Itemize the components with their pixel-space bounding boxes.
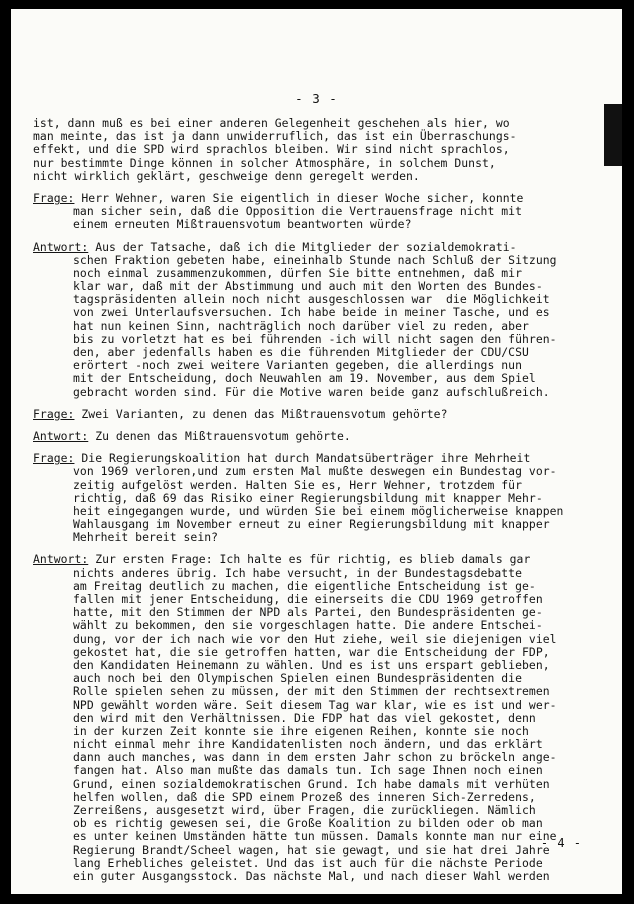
text-line: auch noch bei den Olympischen Spielen einen Bundespräsidenten die xyxy=(73,671,523,686)
text-line: dung, vor der ich nach wie vor den Hut ziehe, weil sie diejenigen viel xyxy=(73,631,557,646)
text-line: effekt, und die SPD wird sprachlos bleiben. Wir sind nicht sprachlos, xyxy=(33,142,510,157)
transcript-block xyxy=(33,192,589,232)
text-line: ob es richtig gewesen sei, die Große Koalition zu bilden oder ob man xyxy=(73,816,543,831)
text-line: heit eingegangen wurde, und würden Sie bei einem möglicherweise knappen xyxy=(73,503,564,518)
speaker-label: Frage: xyxy=(33,190,75,205)
text-line: Frage: Herr Wehner, waren Sie eigentlich in dieser Woche sicher, konnte xyxy=(33,190,524,205)
text-line: NPD gewählt worden wäre. Seit diesem Tag war klar, wie es ist und wer- xyxy=(73,697,557,712)
text-line: den, aber jedenfalls haben es die führenden Mitglieder der CDU/CSU xyxy=(73,345,529,359)
text-line: helfen wollen, daß die SPD einem Prozeß des inneren Sich-Zerredens, xyxy=(73,789,536,804)
text-line: tagspräsidenten allein noch nicht ausgeschlossen war die Möglichkeit xyxy=(73,292,550,307)
transcript-block xyxy=(33,430,589,443)
text-line: erörtert -noch zwei weitere Varianten gegeben, die allerdings nun xyxy=(73,358,523,373)
text-line: zeitig aufgelöst werden. Halten Sie es, Herr Wehner, trotzdem für xyxy=(73,477,523,492)
text-line: nicht einmal mehr ihre Kandidatenlisten noch ändern, und das erklärt xyxy=(73,737,543,752)
text-line: mit der Entscheidung, doch Neuwahlen am 19. November, aus dem Spiel xyxy=(73,371,536,386)
text-line: ist, dann muß es bei einer anderen Gelegenheit geschehen als hier, wo xyxy=(33,116,510,130)
text-line: richtig, daß 69 das Risiko einer Regierungsbildung mit knapper Mehr- xyxy=(73,490,543,505)
speaker-label: Antwort: xyxy=(33,428,89,443)
text-line: klar war, daß mit der Abstimmung und auch mit den Worten des Bundes- xyxy=(73,279,543,294)
text-line: den wird mit den Verhältnissen. Die FDP hat das viel gekostet, denn xyxy=(73,710,536,725)
speaker-label: Antwort: xyxy=(33,552,89,567)
scan-edge-mark xyxy=(604,104,622,166)
text-line: Antwort: Aus der Tatsache, daß ich die Mitglieder der sozialdemokrati- xyxy=(33,239,517,254)
text-line: dann auch manches, was dann in dem ersten Jahr schon zu bröckeln ange- xyxy=(73,750,557,765)
text-line: von zwei Unterlaufsversuchen. Ich habe beide in meiner Tasche, und es xyxy=(73,305,550,320)
text-line: Frage: Die Regierungskoalition hat durch Mandatsüberträger ihre Mehrheit xyxy=(33,451,531,466)
text-line: den Kandidaten Heinemann zu wählen. Und es ist uns erspart geblieben, xyxy=(73,657,550,672)
text-line: ein guter Ausgangsstock. Das nächste Mal, und nach dieser Wahl werden xyxy=(73,868,550,883)
text-line: in der kurzen Zeit konnte sie ihre eigenen Reihen, konnte sie noch xyxy=(73,723,529,738)
text-line: fangen hat. Also man mußte das damals tun. Ich sage Ihnen noch einen xyxy=(73,763,543,778)
text-line: Mehrheit bereit sein? xyxy=(73,530,219,545)
transcript-block xyxy=(33,117,589,183)
document-page xyxy=(11,9,622,894)
text-line: am Freitag deutlich zu machen, die eigentliche Entscheidung ist ge- xyxy=(73,578,536,593)
text-line: schen Fraktion gebeten habe, eineinhalb Stunde nach Schluß der Sitzung xyxy=(73,252,557,267)
text-line: Wahlausgang im November erneut zu einer Regierungsbildung mit knapper xyxy=(73,517,550,532)
next-page-catchword: - 4 - xyxy=(540,836,582,850)
text-line: wählt zu bekommen, den sie vorgeschlagen hatte. Die andere Entschei- xyxy=(73,618,543,633)
text-line: bis zu vorletzt hat es bei führenden -ich will nicht sagen den führen- xyxy=(73,331,557,346)
text-line: nichts anderes übrig. Ich habe versucht, in der Bundestagsdebatte xyxy=(73,565,523,580)
speaker-label: Antwort: xyxy=(33,239,89,254)
text-line: man sicher sein, daß die Opposition die Vertrauensfrage nicht mit xyxy=(73,204,523,219)
interview-transcript xyxy=(33,117,589,892)
text-line: man meinte, das ist ja dann unwiderruflich, das ist ein Überraschungs- xyxy=(33,129,517,144)
text-line: lang Erhebliches geleistet. Und das ist auch für die nächste Periode xyxy=(73,855,543,870)
text-line: nur bestimmte Dinge können in solcher Atmosphäre, in solchem Dunst, xyxy=(33,155,496,170)
text-line: von 1969 verloren,und zum ersten Mal mußte deswegen ein Bundestag vor- xyxy=(73,464,557,479)
text-line: Antwort: Zur ersten Frage: Ich halte es für richtig, es blieb damals gar xyxy=(33,552,531,567)
transcript-block xyxy=(33,241,589,399)
speaker-label: Frage: xyxy=(33,406,75,421)
text-line: es unter keinen Umständen hätte tun müssen. Damals konnte man nur eine xyxy=(73,829,557,844)
text-line: noch einmal zusammenzukommen, dürfen Sie bitte entnehmen, daß mir xyxy=(73,265,523,280)
transcript-block xyxy=(33,408,589,421)
text-line: hat nun keinen Sinn, nachträglich noch darüber viel zu reden, aber xyxy=(73,318,529,333)
transcript-block xyxy=(33,452,589,544)
text-line: Antwort: Zu denen das Mißtrauensvotum gehörte. xyxy=(33,428,351,443)
text-line: Regierung Brandt/Scheel wagen, hat sie gewagt, und sie hat drei Jahre xyxy=(73,842,550,857)
text-line: fallen mit jener Entscheidung, die einerseits die CDU 1969 getroffen xyxy=(73,592,543,606)
text-line: Rolle spielen sehen zu müssen, der mit den Stimmen der rechtsextremen xyxy=(73,684,550,699)
page-number: - 3 - xyxy=(295,91,338,106)
text-line: Zerreißens, ausgesetzt wird, über Fragen, die zurückliegen. Nämlich xyxy=(73,803,536,817)
transcript-block xyxy=(33,553,589,883)
text-line: gekostet hat, die sie getroffen hatten, war die Entscheidung der FDP, xyxy=(73,644,550,659)
text-line: einem erneuten Mißtrauensvotum beantworten würde? xyxy=(73,217,412,232)
text-line: Frage: Zwei Varianten, zu denen das Mißtrauensvotum gehörte? xyxy=(33,406,448,421)
text-line: gebracht worden sind. Für die Motive waren beide ganz aufschlußreich. xyxy=(73,384,550,399)
text-line: hatte, mit den Stimmen der NPD als Partei, den Bundespräsidenten ge- xyxy=(73,605,543,620)
text-line: nicht wirklich geklärt, geschweige denn geregelt werden. xyxy=(33,168,420,183)
text-line: Grund, einen sozialdemokratischen Grund. Ich habe damals mit verhüten xyxy=(73,776,550,791)
speaker-label: Frage: xyxy=(33,451,75,466)
